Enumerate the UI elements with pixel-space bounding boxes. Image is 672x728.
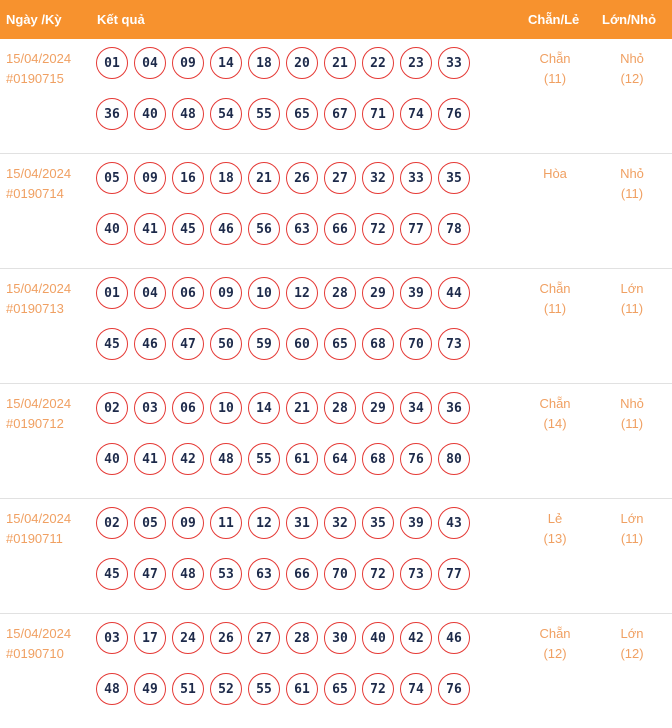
number-ball: 55 — [248, 98, 280, 130]
number-ball: 39 — [400, 277, 432, 309]
number-ball: 77 — [438, 558, 470, 590]
even-odd-label: Chẵn — [539, 396, 571, 411]
result-row — [0, 269, 672, 384]
number-ball: 42 — [172, 443, 204, 475]
number-ball: 73 — [400, 558, 432, 590]
number-ball: 04 — [134, 47, 166, 79]
number-ball: 56 — [248, 213, 280, 245]
number-ball: 59 — [248, 328, 280, 360]
number-ball: 26 — [210, 622, 242, 654]
big-small-label: Nhỏ — [620, 166, 644, 181]
number-ball: 30 — [324, 622, 356, 654]
even-odd-label: Chẵn — [539, 281, 571, 296]
even-odd-label: Chẵn — [539, 51, 571, 66]
draw-date: 15/04/2024 — [6, 626, 72, 641]
draw-id: #0190711 — [6, 531, 63, 546]
number-ball: 49 — [134, 673, 166, 705]
header-date-draw: Ngày /Kỳ — [6, 12, 62, 27]
draw-id: #0190715 — [6, 71, 64, 86]
number-ball: 04 — [134, 277, 166, 309]
number-ball: 64 — [324, 443, 356, 475]
number-ball: 47 — [134, 558, 166, 590]
number-ball: 02 — [96, 507, 128, 539]
number-ball: 10 — [210, 392, 242, 424]
number-ball: 02 — [96, 392, 128, 424]
number-ball: 53 — [210, 558, 242, 590]
number-ball: 77 — [400, 213, 432, 245]
number-ball: 27 — [324, 162, 356, 194]
number-ball: 54 — [210, 98, 242, 130]
header-big-small: Lớn/Nhỏ — [602, 12, 657, 27]
number-ball: 52 — [210, 673, 242, 705]
number-ball: 66 — [286, 558, 318, 590]
draw-date: 15/04/2024 — [6, 396, 72, 411]
number-ball: 46 — [134, 328, 166, 360]
number-ball: 63 — [286, 213, 318, 245]
number-ball: 40 — [362, 622, 394, 654]
number-ball: 14 — [248, 392, 280, 424]
number-ball: 36 — [96, 98, 128, 130]
big-small-count: (11) — [620, 301, 644, 316]
number-ball: 23 — [400, 47, 432, 79]
draw-info — [6, 509, 71, 549]
big-small-result — [592, 509, 672, 549]
number-ball: 65 — [324, 328, 356, 360]
number-ball: 12 — [248, 507, 280, 539]
number-ball: 33 — [438, 47, 470, 79]
number-ball: 65 — [286, 98, 318, 130]
big-small-count: (12) — [620, 646, 644, 661]
number-ball: 26 — [286, 162, 318, 194]
even-odd-label: Chẵn — [539, 626, 571, 641]
big-small-count: (11) — [620, 186, 644, 201]
number-ball: 22 — [362, 47, 394, 79]
number-ball: 03 — [134, 392, 166, 424]
number-ball: 60 — [286, 328, 318, 360]
big-small-result — [592, 49, 672, 89]
even-odd-result — [515, 394, 595, 434]
number-balls — [96, 277, 486, 360]
result-row — [0, 614, 672, 728]
draw-info — [6, 624, 71, 664]
number-ball: 74 — [400, 673, 432, 705]
even-odd-result — [515, 624, 595, 664]
number-ball: 41 — [134, 443, 166, 475]
number-ball: 36 — [438, 392, 470, 424]
even-odd-count: (13) — [543, 531, 567, 546]
results-list — [0, 39, 672, 728]
number-ball: 16 — [172, 162, 204, 194]
number-ball: 05 — [96, 162, 128, 194]
number-ball: 42 — [400, 622, 432, 654]
big-small-count: (11) — [620, 531, 644, 546]
number-ball: 46 — [438, 622, 470, 654]
number-ball: 27 — [248, 622, 280, 654]
number-ball: 72 — [362, 558, 394, 590]
number-ball: 40 — [96, 213, 128, 245]
number-ball: 74 — [400, 98, 432, 130]
number-ball: 11 — [210, 507, 242, 539]
number-ball: 17 — [134, 622, 166, 654]
even-odd-label: Hòa — [543, 166, 567, 181]
number-ball: 39 — [400, 507, 432, 539]
number-ball: 29 — [362, 277, 394, 309]
draw-id: #0190714 — [6, 186, 64, 201]
number-ball: 68 — [362, 443, 394, 475]
draw-date: 15/04/2024 — [6, 166, 72, 181]
number-ball: 70 — [324, 558, 356, 590]
number-ball: 32 — [362, 162, 394, 194]
number-ball: 21 — [324, 47, 356, 79]
draw-id: #0190710 — [6, 646, 64, 661]
number-ball: 29 — [362, 392, 394, 424]
number-ball: 51 — [172, 673, 204, 705]
result-row — [0, 499, 672, 614]
number-ball: 05 — [134, 507, 166, 539]
number-ball: 72 — [362, 213, 394, 245]
big-small-result — [592, 164, 672, 204]
number-ball: 41 — [134, 213, 166, 245]
number-ball: 31 — [286, 507, 318, 539]
number-ball: 45 — [96, 558, 128, 590]
number-ball: 06 — [172, 392, 204, 424]
even-odd-result — [515, 164, 595, 184]
number-ball: 09 — [172, 47, 204, 79]
big-small-count: (12) — [620, 71, 644, 86]
number-ball: 28 — [324, 277, 356, 309]
draw-date: 15/04/2024 — [6, 51, 72, 66]
number-ball: 01 — [96, 47, 128, 79]
draw-info — [6, 49, 71, 89]
number-ball: 46 — [210, 213, 242, 245]
number-ball: 76 — [438, 98, 470, 130]
number-ball: 03 — [96, 622, 128, 654]
number-ball: 47 — [172, 328, 204, 360]
number-ball: 70 — [400, 328, 432, 360]
number-ball: 45 — [96, 328, 128, 360]
even-odd-count: (11) — [543, 301, 567, 316]
draw-info — [6, 164, 71, 204]
number-ball: 50 — [210, 328, 242, 360]
number-ball: 61 — [286, 443, 318, 475]
number-ball: 48 — [172, 98, 204, 130]
big-small-label: Lớn — [620, 511, 644, 526]
number-ball: 76 — [400, 443, 432, 475]
even-odd-result — [515, 49, 595, 89]
number-ball: 66 — [324, 213, 356, 245]
number-ball: 61 — [286, 673, 318, 705]
number-ball: 20 — [286, 47, 318, 79]
number-ball: 10 — [248, 277, 280, 309]
big-small-label: Nhỏ — [620, 51, 644, 66]
number-ball: 01 — [96, 277, 128, 309]
number-ball: 76 — [438, 673, 470, 705]
number-ball: 33 — [400, 162, 432, 194]
even-odd-result — [515, 279, 595, 319]
number-ball: 35 — [438, 162, 470, 194]
number-ball: 35 — [362, 507, 394, 539]
number-ball: 09 — [172, 507, 204, 539]
number-ball: 55 — [248, 673, 280, 705]
number-ball: 21 — [248, 162, 280, 194]
number-ball: 67 — [324, 98, 356, 130]
number-ball: 28 — [286, 622, 318, 654]
number-ball: 80 — [438, 443, 470, 475]
number-balls — [96, 162, 486, 245]
number-ball: 18 — [248, 47, 280, 79]
big-small-result — [592, 624, 672, 664]
big-small-label: Lớn — [620, 281, 644, 296]
number-ball: 14 — [210, 47, 242, 79]
result-row — [0, 39, 672, 154]
number-ball: 65 — [324, 673, 356, 705]
big-small-label: Nhỏ — [620, 396, 644, 411]
draw-id: #0190712 — [6, 416, 64, 431]
number-ball: 48 — [96, 673, 128, 705]
number-ball: 12 — [286, 277, 318, 309]
number-ball: 78 — [438, 213, 470, 245]
even-odd-label: Lẻ — [547, 511, 563, 526]
number-ball: 48 — [210, 443, 242, 475]
number-ball: 21 — [286, 392, 318, 424]
even-odd-count: (11) — [543, 71, 567, 86]
result-row — [0, 384, 672, 499]
number-ball: 44 — [438, 277, 470, 309]
number-ball: 68 — [362, 328, 394, 360]
draw-info — [6, 394, 71, 434]
header-even-odd: Chẵn/Lẻ — [528, 12, 580, 27]
big-small-count: (11) — [620, 416, 644, 431]
number-ball: 55 — [248, 443, 280, 475]
draw-date: 15/04/2024 — [6, 511, 72, 526]
number-ball: 09 — [134, 162, 166, 194]
number-ball: 34 — [400, 392, 432, 424]
number-ball: 32 — [324, 507, 356, 539]
number-ball: 18 — [210, 162, 242, 194]
number-ball: 45 — [172, 213, 204, 245]
number-balls — [96, 622, 486, 705]
number-ball: 40 — [96, 443, 128, 475]
number-balls — [96, 47, 486, 130]
number-ball: 43 — [438, 507, 470, 539]
number-ball: 28 — [324, 392, 356, 424]
even-odd-result — [515, 509, 595, 549]
number-ball: 40 — [134, 98, 166, 130]
even-odd-count: (14) — [543, 416, 567, 431]
draw-info — [6, 279, 71, 319]
big-small-result — [592, 394, 672, 434]
number-ball: 71 — [362, 98, 394, 130]
number-ball: 73 — [438, 328, 470, 360]
number-balls — [96, 507, 486, 590]
number-ball: 72 — [362, 673, 394, 705]
number-ball: 09 — [210, 277, 242, 309]
number-ball: 63 — [248, 558, 280, 590]
number-ball: 48 — [172, 558, 204, 590]
number-balls — [96, 392, 486, 475]
big-small-label: Lớn — [620, 626, 644, 641]
even-odd-count: (12) — [543, 646, 567, 661]
table-header — [0, 0, 672, 39]
draw-date: 15/04/2024 — [6, 281, 72, 296]
draw-id: #0190713 — [6, 301, 64, 316]
number-ball: 06 — [172, 277, 204, 309]
header-result: Kết quả — [97, 12, 145, 27]
big-small-result — [592, 279, 672, 319]
result-row — [0, 154, 672, 269]
number-ball: 24 — [172, 622, 204, 654]
